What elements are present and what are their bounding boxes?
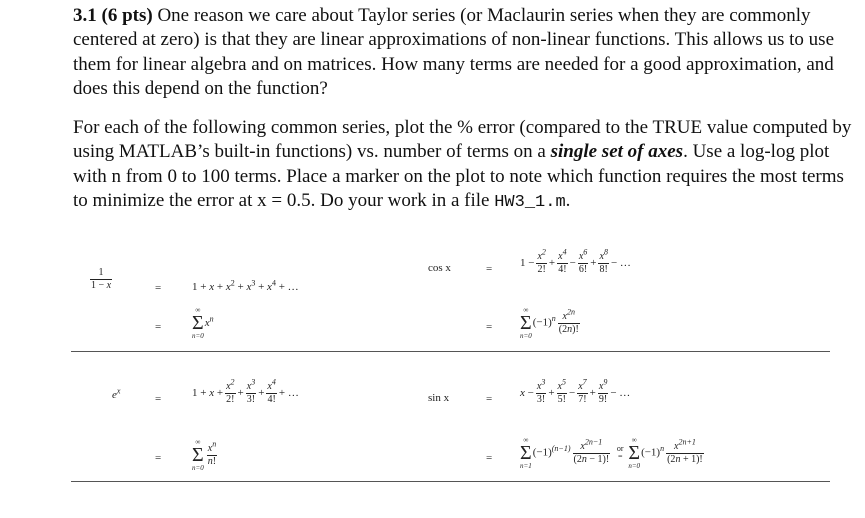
sine-sum: ∞ Σ n=1 $(-1)^{(n-1)}$ $\frac{x^{2n-1}}{(2n - 1)!}$ or = ∞ Σ n=0 $(-1)^n$ $\frac{x^{2n+1}}{(2n + 1)!}$: [520, 436, 703, 470]
instructions-text-b: . Use a log-log plot with n from 0 to 100 terms. Place a marker on the plot to note which function requires the most terms to minimize the error at x = 0.5. Do your work in a file: [73, 141, 844, 211]
cosine-expansion: 1 − $\frac{x^2}{2!}$ + $\frac{x^4}{4!}$ − $\frac{x^6}{6!}$ + $\frac{x^8}{8!}$ − …: [520, 247, 631, 275]
intro-text: One reason we care about Taylor series (or Maclaurin series when they are commonly centered at zero) is that they are linear approximations of non-linear functions. This allows us to use them for linear algebra and on matrices. How many terms are needed for a good approximation, and does this depend on the function?: [73, 5, 835, 99]
problem-number: 3.1 (6 pts): [73, 5, 153, 26]
geometric-sum: ∞ Σ n=0 $x^n$: [192, 306, 214, 340]
exponential-expansion: 1 + x + $\frac{x^2}{2!}$ + $\frac{x^3}{3!}$ + $\frac{x^4}{4!}$ + …: [192, 377, 299, 405]
sine-lhs: sin x: [428, 392, 450, 404]
table-divider: [410, 351, 830, 352]
cosine-lhs: cos x: [428, 262, 451, 274]
instructions-end: .: [565, 189, 571, 211]
exponential-sum: ∞ Σ n=0 $\frac{x^n}{n!}$: [192, 438, 217, 472]
equals-sign: =: [486, 393, 493, 405]
equals-sign: =: [486, 452, 493, 464]
table-divider: [410, 481, 830, 482]
cosine-sum: ∞ Σ n=0 $(-1)^n$ $\frac{x^{2n}}{(2n)!}$: [520, 306, 579, 340]
instructions-emphasis: single set of axes: [550, 141, 684, 163]
equals-sign: =: [155, 282, 162, 294]
sine-expansion: x − $\frac{x^3}{3!}$ + $\frac{x^5}{5!}$ − $\frac{x^7}{7!}$ + $\frac{x^9}{9!}$ − …: [520, 377, 631, 405]
table-divider: [71, 351, 411, 352]
intro-paragraph: [73, 4, 853, 101]
exponential-lhs: $e^x$: [112, 386, 121, 401]
instructions-paragraph: [73, 116, 853, 215]
geometric-expansion: $1 + x + x^2 + x^3 + x^4$ + …: [192, 278, 299, 293]
equals-sign: =: [155, 393, 162, 405]
equals-sign: =: [486, 321, 493, 333]
table-divider: [71, 481, 411, 482]
equals-sign: =: [486, 263, 493, 275]
or-label: or: [616, 444, 624, 453]
geometric-lhs: $\frac{1}{1 - x}$: [91, 267, 112, 291]
instructions-text-a: For each of the following common series, plot the % error (compared to the TRUE value computed by using MATLAB’s built-in functions) vs. number of terms on a: [73, 117, 852, 163]
equals-sign: =: [155, 452, 162, 464]
filename: HW3_1.m: [494, 192, 566, 212]
equals-sign: =: [155, 321, 162, 333]
